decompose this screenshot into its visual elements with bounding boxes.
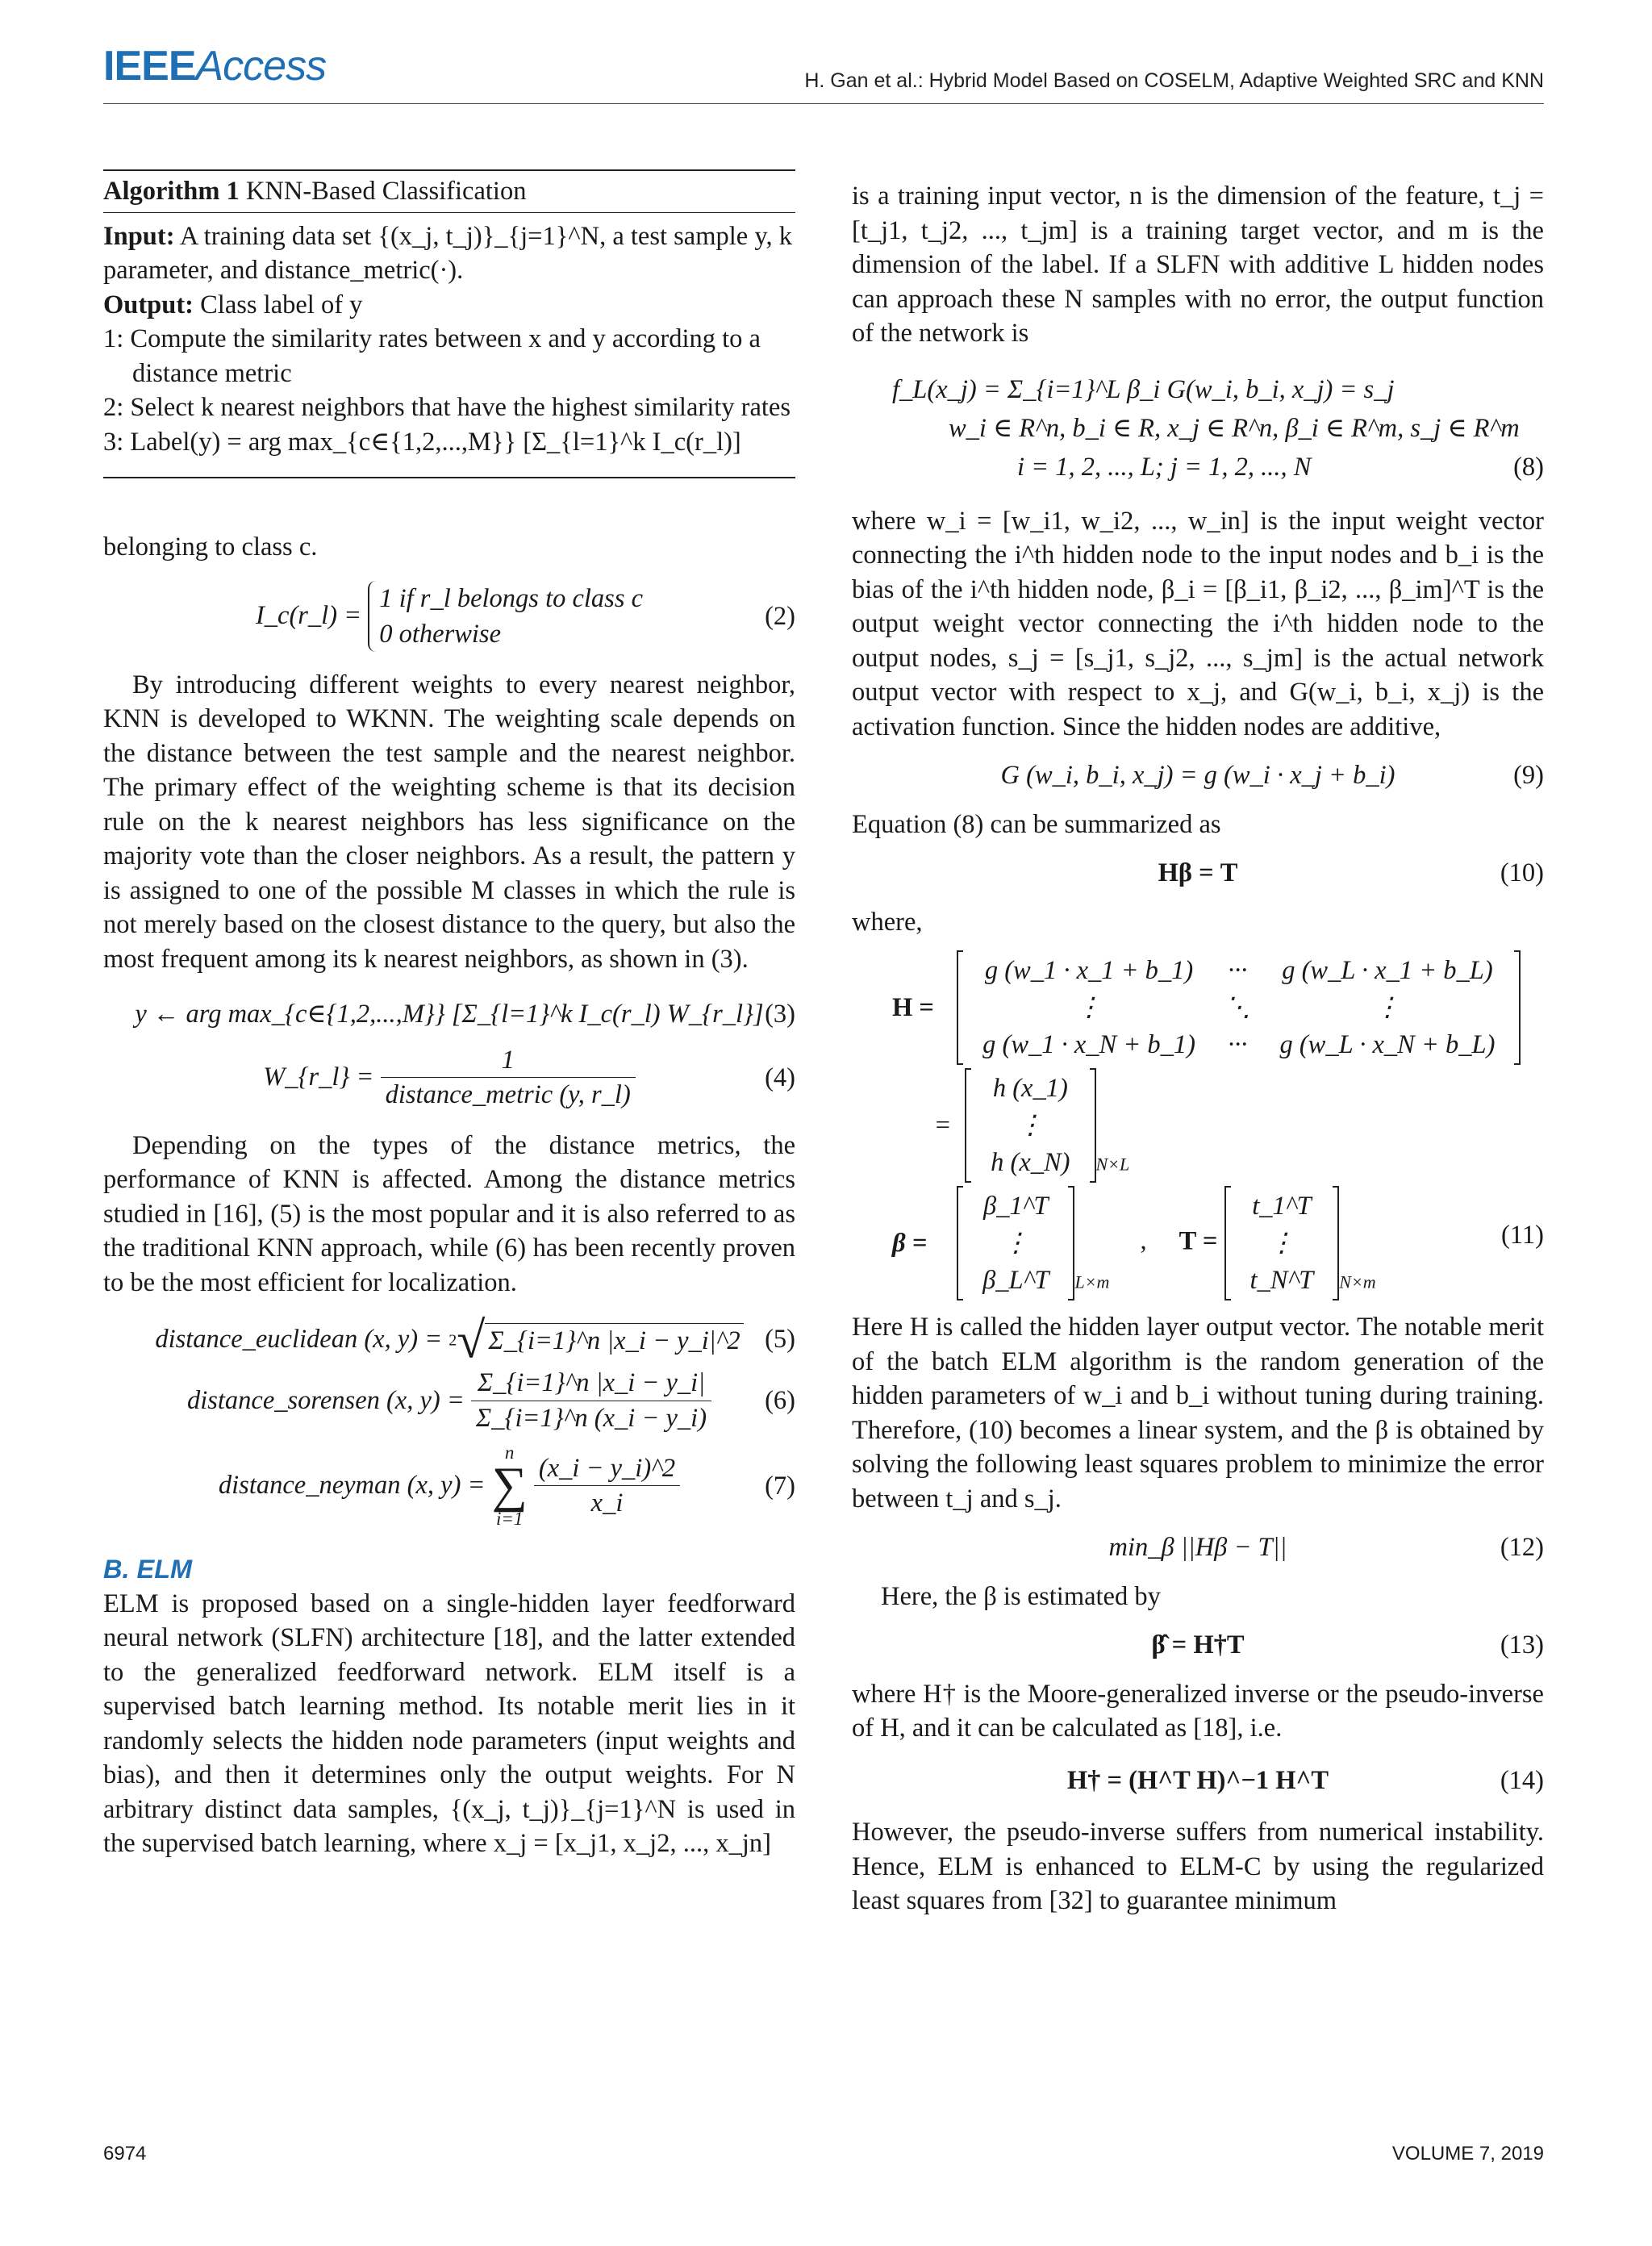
eq7-denominator: x_i bbox=[534, 1485, 680, 1521]
eq12-number: (12) bbox=[1500, 1533, 1544, 1562]
eq2-lhs: I_c(r_l) = bbox=[255, 601, 362, 631]
equation-11 bbox=[852, 950, 1544, 1300]
eq8-number: (8) bbox=[1513, 452, 1544, 482]
sum-operator: n ∑ i=1 bbox=[491, 1442, 528, 1530]
paragraph-however: However, the pseudo-inverse suffers from numerical instability. Hence, ELM is enhanced to ELM-C by using the regularized least squares from [32] to guarantee minimum bbox=[852, 1818, 1544, 1915]
output-text: Class label of y bbox=[200, 290, 363, 319]
right-column bbox=[852, 179, 1544, 1918]
eq7-lhs: distance_neyman (x, y) = bbox=[218, 1471, 486, 1501]
equation-12 bbox=[852, 1530, 1544, 1565]
paragraph-eq8: Equation (8) can be summarized as bbox=[852, 809, 1221, 839]
algorithm-step-2: 2: Select k nearest neighbors that have the highest similarity rates bbox=[103, 393, 791, 422]
eq7-fraction bbox=[534, 1451, 680, 1521]
eq3-number: (3) bbox=[765, 1000, 795, 1029]
paragraph-elm: ELM is proposed based on a single-hidden layer feedforward neural network (SLFN) architecture [18], and the latter extended to the generalized feedforward network. ELM itself is a supervised batch learning method. Its notable merit lies in it randomly selects the hidden node parameters (input weights and bias), and then it determines only the output weights. For N arbitrary distinct data samples, {(x_j, t_j)}_{j=1}^N is used in the supervised batch learning, where x_j = [x_j1, x_j2, ..., x_jn] bbox=[103, 1588, 795, 1859]
eq14-body: H† = (H^T H)^−1 H^T bbox=[1066, 1765, 1329, 1795]
h-vector: h (x_1) ⋮ h (x_N) bbox=[965, 1068, 1095, 1183]
eq4-number: (4) bbox=[765, 1062, 795, 1092]
beta-dimension: L×m bbox=[1074, 1271, 1110, 1292]
algorithm-output bbox=[103, 288, 795, 323]
eq9-number: (9) bbox=[1513, 761, 1544, 790]
eq11-beta-T: β = β_1^T ⋮ β_L^T $_{L\times m}$ , T = t_1^T ⋮ t_N^T $_{N\times m}$ (11) bbox=[892, 1186, 1544, 1300]
eq10-number: (10) bbox=[1500, 858, 1544, 887]
equation-3 bbox=[103, 997, 795, 1032]
algorithm-input bbox=[103, 219, 795, 288]
algorithm-label: Algorithm 1 bbox=[103, 177, 240, 206]
eq11-h-vector: = h (x_1) ⋮ h (x_N) $_{N\times L}$ bbox=[892, 1068, 1544, 1183]
eq11-H-lhs: H = bbox=[892, 992, 934, 1022]
H-matrix: g (w_1 · x_1 + b_1) ··· g (w_L · x_1 + b_L) ⋮ ⋱ ⋮ g (w_1 · x_N + b_1) ··· g (w_L · x_N + b_L) bbox=[957, 950, 1521, 1065]
algorithm-step-3: 3: Label(y) = arg max_{c∈{1,2,...,M}} [Σ_{l=1}^k I_c(r_l)] bbox=[103, 427, 741, 457]
eq3-body: y ← arg max_{c∈{1,2,...,M}} [Σ_{l=1}^k I_c(r_l) W_{r_l}] bbox=[135, 1000, 764, 1029]
equation-13 bbox=[852, 1628, 1544, 1663]
paragraph-where: where w_i = [w_i1, w_i2, ..., w_in] is the input weight vector connecting the i^th hidden node to the input nodes and b_i is the bias of the i^th hidden node, β_i = [β_i1, β_i2, ..., β_im]^T is the output weight vector connecting the i^th hidden node to the output nodes, s_j = [s_j1, s_j2, ..., s_jm] is the actual network output vector with respect to x_j, and G(w_i, b_i, x_j) is the activation function. Since the hidden nodes are additive, bbox=[852, 506, 1544, 741]
running-head: H. Gan et al.: Hybrid Model Based on COSELM, Adaptive Weighted SRC and KNN bbox=[804, 69, 1544, 92]
eq4-denominator: distance_metric (y, r_l) bbox=[381, 1077, 636, 1113]
eq6-lhs: distance_sorensen (x, y) = bbox=[186, 1385, 465, 1415]
equation-9 bbox=[852, 758, 1544, 793]
paragraph-hidden-layer: Here H is called the hidden layer output vector. The notable merit of the batch ELM algorithm is the random generation of the hidden parameters of w_i and b_i without tuning during training. Therefore, (10) becomes a linear system, and the β is obtained by solving the following least squares problem to minimize the error between t_j and s_j. bbox=[852, 1313, 1544, 1513]
paragraph-metrics: Depending on the types of the distance metrics, the performance of KNN is affected. Among the distance metrics studied in [16], (5) is the most popular and it is also referred to as the traditional KNN approach, while (6) has been recently proven to be the most efficient for localization. bbox=[103, 1130, 795, 1297]
left-column bbox=[103, 169, 795, 1861]
volume-label: VOLUME 7, 2019 bbox=[1391, 2143, 1544, 2165]
paragraph-where-2: where, bbox=[852, 907, 923, 937]
input-text: A training data set {(x_j, t_j)}_{j=1}^N, a test sample y, k parameter, and distance_metric(·). bbox=[103, 221, 792, 285]
eq14-number: (14) bbox=[1500, 1765, 1544, 1795]
eq5-radicand: Σ_{i=1}^n |x_i − y_i|^2 bbox=[485, 1323, 743, 1359]
beta-vector: β_1^T ⋮ β_L^T bbox=[957, 1186, 1074, 1300]
eq11-H-matrix bbox=[892, 950, 1544, 1065]
paragraph-estimated: Here, the β is estimated by bbox=[881, 1581, 1161, 1611]
eq6-denominator: Σ_{i=1}^n (x_i − y_i) bbox=[471, 1401, 711, 1436]
eq12-body: min_β ||Hβ − T|| bbox=[1108, 1533, 1287, 1562]
radical-icon: √ bbox=[457, 1311, 486, 1369]
page-number: 6974 bbox=[103, 2143, 147, 2165]
eq2-number: (2) bbox=[765, 601, 795, 631]
eq2-case-1: 1 if r_l belongs to class c bbox=[379, 583, 644, 613]
eq10-body: Hβ = T bbox=[1158, 858, 1238, 887]
T-vector: t_1^T ⋮ t_N^T bbox=[1224, 1186, 1340, 1300]
eq5-lhs: distance_euclidean (x, y) = bbox=[155, 1325, 443, 1355]
h-dimension: N×L bbox=[1095, 1154, 1130, 1175]
equation-6 bbox=[103, 1366, 795, 1435]
eq8-line-2: w_i ∈ R^n, b_i ∈ R, x_j ∈ R^n, β_i ∈ R^m, s_j ∈ R^m bbox=[949, 413, 1520, 443]
eq4-lhs: W_{r_l} = bbox=[263, 1062, 374, 1092]
algorithm-name: KNN-Based Classification bbox=[245, 177, 527, 206]
equation-2 bbox=[103, 581, 795, 652]
eq8-line-3: i = 1, 2, ..., L; j = 1, 2, ..., N bbox=[1017, 452, 1312, 482]
eq2-case-2: 0 otherwise bbox=[379, 619, 501, 649]
algorithm-title bbox=[103, 171, 795, 213]
logo-bold: IEEE bbox=[103, 43, 196, 90]
equation-7 bbox=[103, 1443, 795, 1528]
input-label: Input: bbox=[103, 221, 175, 251]
eq6-number: (6) bbox=[765, 1385, 795, 1415]
eq13-number: (13) bbox=[1500, 1630, 1544, 1659]
eq6-numerator: Σ_{i=1}^n |x_i − y_i| bbox=[477, 1368, 706, 1398]
algorithm-step-1: 1: Compute the similarity rates between x and y according to a distance metric bbox=[103, 324, 761, 388]
eq4-numerator: 1 bbox=[501, 1045, 515, 1075]
paragraph-wknn: By introducing different weights to every nearest neighbor, KNN is developed to WKNN. The weighting scale depends on the distance between the test sample and the nearest neighbor. The primary effect of the weighting scheme is that its decision rule on the k nearest neighbors has less significance on the majority vote than the closer neighbors. As a result, the pattern y is assigned to one of the possible M classes in which the rule is not merely based on the closest distance to the query, but also the most frequent among its k nearest neighbors, as shown in (3). bbox=[103, 670, 795, 974]
output-label: Output: bbox=[103, 290, 194, 319]
eq2-cases bbox=[368, 581, 643, 652]
eq5-number: (5) bbox=[765, 1324, 795, 1354]
header-rule bbox=[103, 103, 1544, 104]
sigma-icon: ∑ bbox=[491, 1458, 528, 1513]
eq7-number: (7) bbox=[765, 1471, 795, 1501]
equation-14 bbox=[852, 1764, 1544, 1798]
equation-4 bbox=[103, 1043, 795, 1113]
eq5-sqrt: 2√ Σ_{i=1}^n |x_i − y_i|^2 bbox=[448, 1321, 743, 1358]
algorithm-box bbox=[103, 169, 795, 478]
equation-10 bbox=[852, 856, 1544, 891]
eq11-number: (11) bbox=[1501, 1220, 1544, 1250]
paragraph-moore: where H† is the Moore-generalized inverse or the pseudo-inverse of H, and it can be calculated as [18], i.e. bbox=[852, 1679, 1544, 1743]
eq4-fraction bbox=[381, 1043, 636, 1113]
section-heading-elm: B. ELM bbox=[103, 1555, 193, 1584]
eq6-fraction bbox=[471, 1366, 711, 1435]
logo-light: Access bbox=[195, 43, 327, 90]
paragraph-belonging: belonging to class c. bbox=[103, 532, 318, 562]
equation-8 bbox=[852, 370, 1544, 486]
journal-logo bbox=[103, 42, 326, 90]
eq13-body: β̂ = H†T bbox=[1151, 1630, 1245, 1659]
eq9-body: G (w_i, b_i, x_j) = g (w_i · x_j + b_i) bbox=[1000, 761, 1395, 790]
eq8-line-1: f_L(x_j) = Σ_{i=1}^L β_i G(w_i, b_i, x_j) = s_j bbox=[892, 374, 1395, 404]
equation-5 bbox=[103, 1311, 795, 1369]
paragraph-continued: is a training input vector, n is the dimension of the feature, t_j = [t_j1, t_j2, ..., t_jm] is a training target vector, and m is the dimension of the label. If a SLFN with additive L hidden nodes can approach these N samples with no error, the output function of the network is bbox=[852, 182, 1544, 348]
T-dimension: N×m bbox=[1339, 1271, 1376, 1292]
eq7-numerator: (x_i − y_i)^2 bbox=[538, 1453, 676, 1483]
